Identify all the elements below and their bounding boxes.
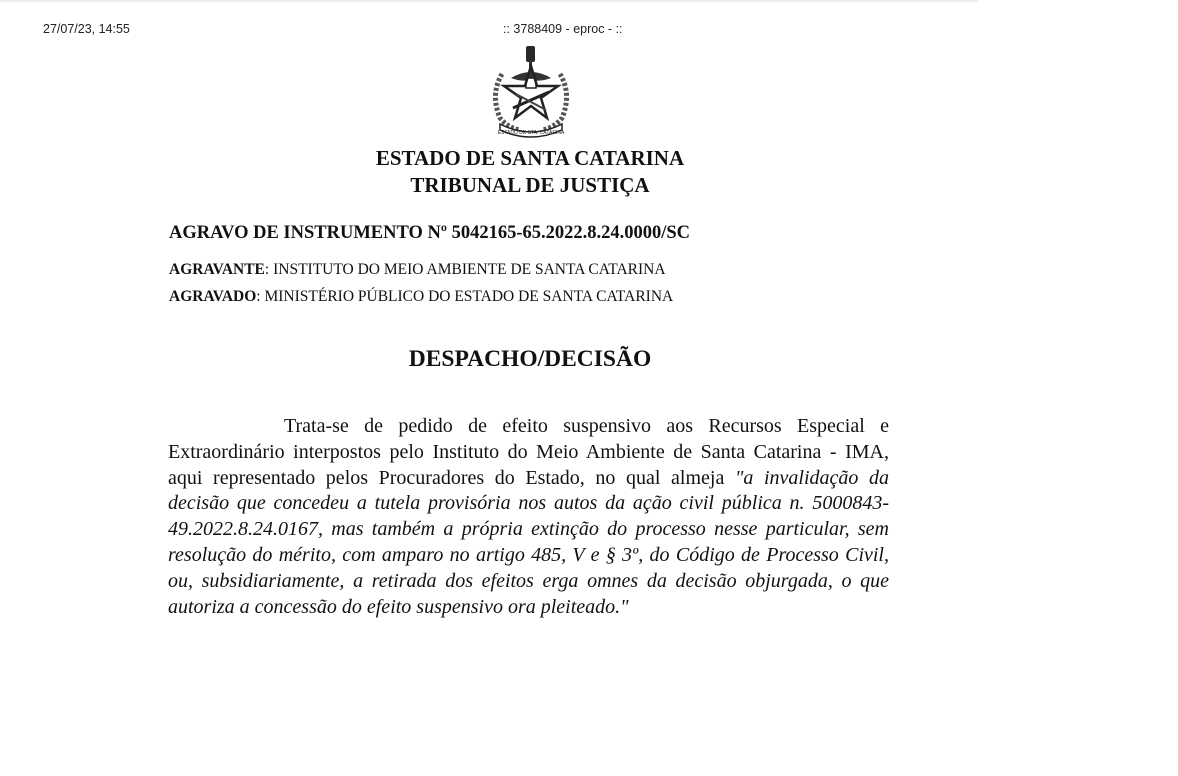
case-number: AGRAVO DE INSTRUMENTO Nº 5042165-65.2022.8.24.0000/SC [169,223,691,243]
print-page-title: :: 3788409 - eproc - :: [503,22,623,36]
viewer-top-shadow [0,0,978,3]
santa-catarina-coat-of-arms-icon [486,44,576,140]
party-appellant [169,261,666,279]
court-heading [330,145,730,199]
decision-paragraph [168,414,889,620]
print-datetime: 27/07/23, 14:55 [43,22,130,36]
party-separator: : [256,288,265,305]
svg-text:ESTADO DE STA. CATARINA: ESTADO DE STA. CATARINA [497,130,565,136]
party-label: AGRAVANTE [169,261,265,278]
state-name: ESTADO DE SANTA CATARINA [375,146,685,170]
section-title: DESPACHO/DECISÃO [408,346,652,372]
paragraph-quoted-text: "a invalidação da decisão que concedeu a tutela provisória nos autos da ação civil pública n. 5000843-49.2022.8.24.0167, mas também a própria extinção do processo nesse particular, sem resolução do mérito, com amparo no artigo 485, V e § 3º, do Código de Processo Civil, ou, subsidiariamente, a retirada dos efeitos erga omnes da decisão objurgada, o que autoriza a concessão do efeito suspensivo ora pleiteado." [168,466,889,618]
party-value: MINISTÉRIO PÚBLICO DO ESTADO DE SANTA CATARINA [264,288,674,305]
court-name: TRIBUNAL DE JUSTIÇA [410,173,650,197]
party-label: AGRAVADO [169,288,257,305]
party-appellee [169,288,673,306]
party-separator: : [264,261,274,278]
paragraph-plain-text: Trata-se de pedido de efeito suspensivo aos Recursos Especial e Extraordinário interpostos pelo Instituto do Meio Ambiente de Santa Catarina - IMA, aqui representado pelos Procuradores do Estado, no qual almeja [168,415,889,489]
party-value: INSTITUTO DO MEIO AMBIENTE DE SANTA CATARINA [273,261,666,278]
